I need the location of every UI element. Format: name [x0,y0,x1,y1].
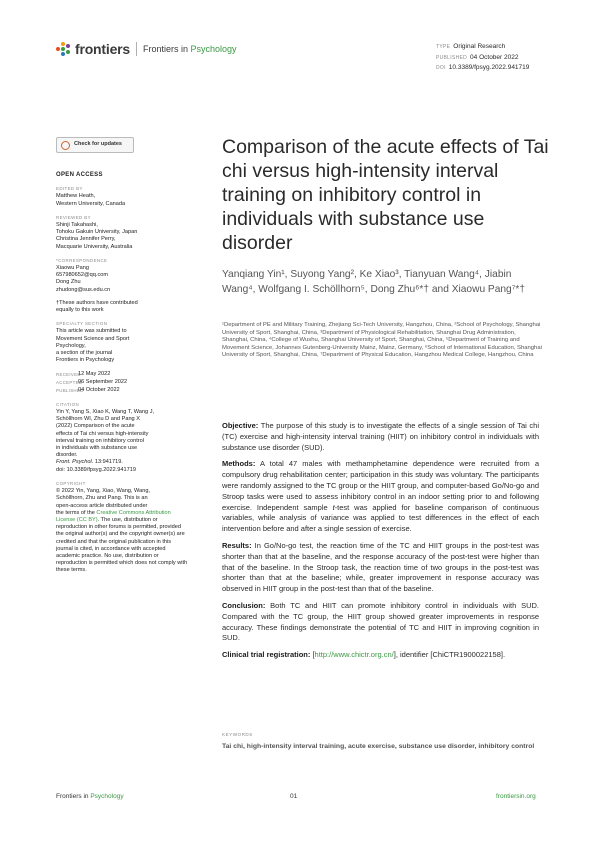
abstract-methods: Methods: A total 47 males with methamphetamine dependence were recruited from a compulsory drug rehabilitation center; participation in this study was voluntary. The participants were randomly assigned to the TC group or the HIIT group, and computer-based Go/No-go and Stroop tasks were used to assess inhibitory control in an indoor setting prior to and following exercise. Independent sample t-test was applied for baseline comparison of continuous variables, while analysis of variance was applied to test differences in the effect of each intervention before and after a single session of exercise. [222,459,540,534]
affiliations: ¹Department of PE and Military Training, Zhejiang Sci-Tech University, Hangzhou, China, ²School of Psychology, Shanghai University of Sport, Shanghai, China, ³Department of Physiological Rehabilitation, Shanghai Drug Administration, Shanghai, China, ⁴College of Wushu, Shanghai University of Sport, Shanghai, China, ⁵Department of Training and Movement Science, Johannes Gutenberg-University Mainz, Mainz, Germany, ⁶School of International Education, Shanghai University of Sport, Shanghai, China, ⁷Department of Physical Education, Hangzhou Medical College, Hangzhou, China [222,322,542,359]
meta-published: PUBLISHED 04 October 2022 [436,53,519,61]
reviewed-by: Shinji Takahashi, Tohoku Gakuin University, Japan Christina Jennifer Perry, Macquarie University, Australia [56,222,138,250]
journal-name: Frontiers in Psychology [143,44,237,54]
equal-contribution-note: †These authors have contributed equally to this work [56,299,138,314]
abstract-conclusion: Conclusion: Both TC and HIIT can promote inhibitory control in individuals with SUD. Compared with the TC group, the HIIT group showed greater improvements in response accuracy. These findings demonstrate the potential of TC and HIIT in improving cognition in SUD. [222,600,539,643]
dates: RECEIVED 12 May 2022 ACCEPTED 06 September 2022 PUBLISHED 04 October 2022 [56,371,128,394]
keywords: Tai chi, high-intensity interval training, acute exercise, substance use disorder, inhibitory control [222,743,535,750]
trial-registry-link[interactable]: http://www.chictr.org.cn/ [314,650,394,660]
footer-journal: Frontiers in Psychology [56,793,124,800]
keywords-label: KEYWORDS [222,732,253,737]
citation-doi-link[interactable]: doi: 10.3389/fpsyg.2022.941719 [56,466,136,473]
citation-label: CITATION [56,401,80,407]
header-divider [136,42,137,56]
cc-by-license-link[interactable]: Creative Commons Attribution License (CC BY) [56,509,171,523]
sidebar [56,137,188,575]
abstract-objective: Objective: The purpose of this study is to investigate the effects of a single session of Tai chi (TC) exercise and high-intensity interval training (HIIT) on inhibitory control in individuals with substance use disorder (SUD). [222,421,539,452]
edited-by-label: EDITED BY [56,186,83,192]
meta-type: TYPE Original Research [436,43,506,50]
copyright: © 2022 Yin, Yang, Xiao, Wang, Wang, Schöllhorn, Zhu and Pang. This is an open-access article distributed under the terms of the Creative Commons Attribution License (CC BY). The use, distribution or reproduction in other forums is permitted, provided the original author(s) and the copyright owner(s) are credited and that the original publication in this journal is cited, in accordance with accepted academic practice. No use, distribution or reproduction is permitted which does not comply with these terms. [56,488,188,574]
abstract-results: Results: In Go/No-go test, the reaction time of the TC and HIIT groups in the post-test was shorter than that at the baseline, and the response accuracy of the post-test were higher than that of the baseline. In the Stroop task, the reaction time of two groups in the post-test was shorter than that at the baseline; while, greater improvement in response accuracy was observed in HIIT group in the post-test than that of the baseline. [222,540,539,594]
check-updates-button[interactable]: Check for updates [56,137,134,153]
article-title: Comparison of the acute effects of Tai chi versus high-intensity interval training on inhibitory control in individuals with substance use disorder [222,136,549,254]
open-access-label: OPEN ACCESS [56,172,103,178]
specialty-section-label: SPECIALTY SECTION [56,321,108,327]
abstract [222,421,539,667]
brand-name: frontiers [75,41,130,57]
meta-doi: DOI 10.3389/fpsyg.2022.941719 [436,64,530,71]
abstract-trial-registration: Clinical trial registration: [http://www.chictr.org.cn/], identifier [ChiCTR1900022158]. [222,650,506,660]
specialty-section: This article was submitted to Movement Science and Sport Psychology, a section of the journal Frontiers in Psychology [56,328,130,364]
article-meta [436,42,529,74]
page-number: 01 [290,793,298,800]
author-list: Yanqiang Yin¹, Suyong Yang², Ke Xiao³, Tianyuan Wang⁴, Jiabin Wang⁴, Wolfgang I. Schöllhorn⁵, Dong Zhu⁶*† and Xiaowu Pang⁷*† [222,269,526,295]
edited-by: Matthew Heath, Western University, Canada [56,193,126,207]
correspondence[interactable]: Xiaowu Pang 657980652@qq.com Dong Zhu zhudong@sus.edu.cn [56,265,111,293]
reviewed-by-label: REVIEWED BY [56,214,91,220]
frontiers-logo-icon [56,41,72,57]
copyright-label: COPYRIGHT [56,480,86,486]
correspondence-label: *CORRESPONDENCE [56,257,108,263]
citation: Yin Y, Yang S, Xiao K, Wang T, Wang J, Schöllhorn WI, Zhu D and Pang X (2022) Comparison of the acute effects of Tai chi versus high-intensity interval training on inhibitory control in individuals with substance use disorder. Front. Psychol. 13:941719. doi: 10.3389/fpsyg.2022.941719 [56,409,188,474]
check-updates-icon [61,141,70,150]
frontiers-logo[interactable] [56,40,237,58]
footer-site-link[interactable]: frontiersin.org [496,793,536,800]
